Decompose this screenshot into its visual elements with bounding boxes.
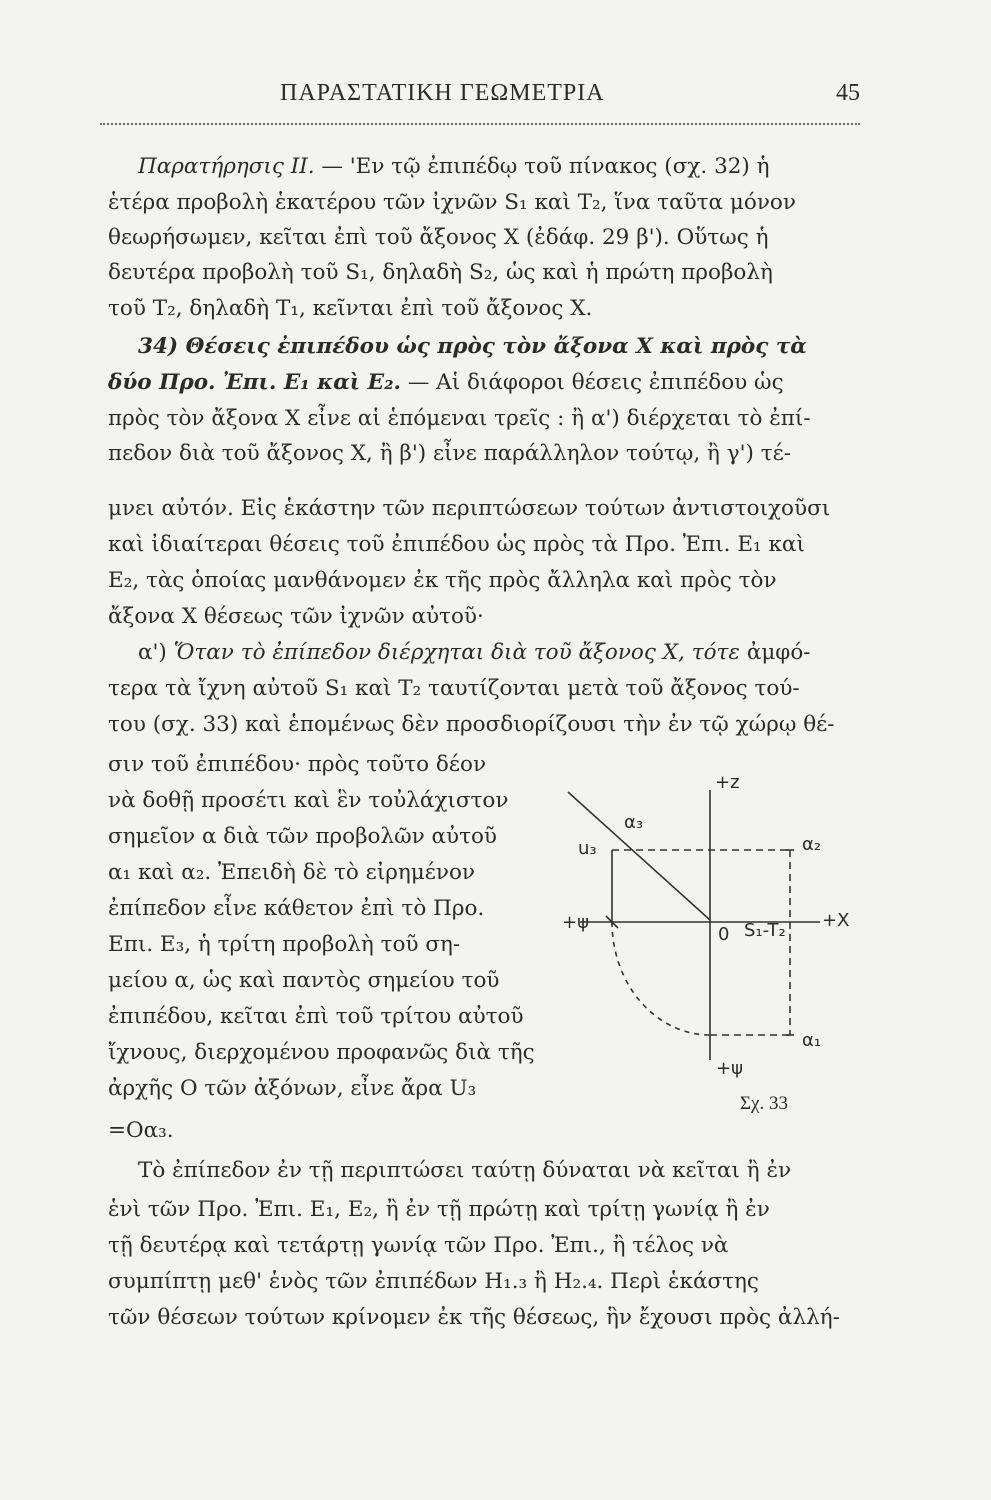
figure-33 bbox=[550, 770, 870, 1130]
label-origin: 0 bbox=[718, 924, 730, 945]
label-plus-z: +z bbox=[715, 772, 740, 793]
text-line: α₁ καὶ α₂. Ἐπειδὴ δὲ τὸ εἰρημένον bbox=[108, 860, 475, 885]
label-plus-psi-bottom: +ψ bbox=[716, 1058, 743, 1079]
text-line: μείου α, ὡς καὶ παντὸς σημείου τοῦ bbox=[108, 968, 500, 993]
text-line: τῶν θέσεων τούτων κρίνομεν ἐκ τῆς θέσεως, ἣν ἔχουσι πρὸς ἀλλή- bbox=[108, 1305, 840, 1330]
rotation-arc bbox=[612, 922, 710, 1035]
text-line: καὶ ἰδιαίτεραι θέσεις τοῦ ἐπιπέδου ὡς πρὸς τὰ Προ. Ἐπι. E₁ καὶ bbox=[108, 532, 805, 557]
header-rule bbox=[100, 123, 860, 125]
label-u3: u₃ bbox=[578, 838, 597, 859]
text-line: α') Ὅταν τὸ ἐπίπεδον διέρχηται διὰ τοῦ ἄξονος X, τότε ἀμφό- bbox=[138, 640, 811, 665]
section-heading-cont: δύο Προ. Ἐπι. E₁ καὶ E₂. bbox=[108, 370, 401, 395]
text-line: Τὸ ἐπίπεδον ἐν τῇ περιπτώσει ταύτῃ δύναται νὰ κεῖται ἢ ἐν bbox=[138, 1158, 792, 1183]
text-line: δύο Προ. Ἐπι. E₁ καὶ E₂. — Αἱ διάφοροι θέσεις ἐπιπέδου ὡς bbox=[108, 370, 784, 395]
text-line: σημεῖον α διὰ τῶν προβολῶν αὐτοῦ bbox=[108, 824, 498, 849]
text-line: ἀρχῆς O τῶν ἀξόνων, εἶνε ἄρα U₃ bbox=[108, 1076, 477, 1101]
text-line: συμπίπτῃ μεθ' ἑνὸς τῶν ἐπιπέδων H₁.₃ ἢ H₂.₄. Περὶ ἑκάστης bbox=[108, 1269, 759, 1294]
text-line: ἴχνους, διερχομένου προφανῶς διὰ τῆς bbox=[108, 1040, 535, 1065]
text-line: ἐπιπέδου, κεῖται ἐπὶ τοῦ τρίτου αὐτοῦ bbox=[108, 1004, 524, 1029]
label-plus-psi-left: +ψ bbox=[562, 912, 589, 933]
text-line: πεδον διὰ τοῦ ἄξονος X, ἢ β') εἶνε παράλληλον τούτῳ, ἢ γ') τέ- bbox=[108, 441, 792, 466]
text-line: E₂, τὰς ὁποίας μανθάνομεν ἐκ τῆς πρὸς ἄλληλα καὶ πρὸς τὸν bbox=[108, 568, 777, 593]
text-line: τῇ δευτέρᾳ καὶ τετάρτῃ γωνίᾳ τῶν Προ. Ἐπι., ἢ τέλος νὰ bbox=[108, 1233, 729, 1258]
text-line: σιν τοῦ ἐπιπέδου· πρὸς τοῦτο δέον bbox=[108, 752, 487, 777]
text-line: ἑτέρα προβολὴ ἑκατέρου τῶν ἰχνῶν S₁ καὶ T₂, ἵνα ταῦτα μόνον bbox=[108, 190, 796, 215]
label-alpha1: α₁ bbox=[802, 1030, 822, 1051]
text-line: ἑνὶ τῶν Προ. Ἐπι. E₁, E₂, ἢ ἐν τῇ πρώτῃ καὶ τρίτῃ γωνίᾳ ἢ ἐν bbox=[108, 1197, 770, 1222]
running-title: ΠΑΡΑΣΤΑΤΙΚΗ ΓΕΩΜΕΤΡΙΑ bbox=[280, 80, 605, 106]
text-line: =Oα₃. bbox=[108, 1118, 174, 1143]
text-line: πρὸς τὸν ἄξονα X εἶνε αἱ ἑπόμεναι τρεῖς : ἢ α') διέρχεται τὸ ἐπί- bbox=[108, 406, 811, 431]
text-line: ἐπίπεδον εἶνε κάθετον ἐπὶ τὸ Προ. bbox=[108, 896, 485, 921]
text-line: του (σχ. 33) καὶ ἑπομένως δὲν προσδιορίζουσι τὴν ἐν τῷ χώρῳ θέ- bbox=[108, 712, 835, 737]
page-number: 45 bbox=[836, 80, 860, 106]
text-line: θεωρήσωμεν, κεῖται ἐπὶ τοῦ ἄξονος X (ἐδάφ. 29 β'). Οὕτως ἡ bbox=[108, 225, 769, 250]
label-plus-x: +X bbox=[822, 910, 850, 931]
section-heading: 34) Θέσεις ἐπιπέδου ὡς πρὸς τὸν ἄξονα X καὶ πρὸς τὰ bbox=[138, 334, 807, 359]
page-header bbox=[100, 80, 860, 114]
text-line: μνει αὐτόν. Εἰς ἑκάστην τῶν περιπτώσεων τούτων ἀντιστοιχοῦσι bbox=[108, 496, 831, 521]
text-line: Παρατήρησις II. — 'Εν τῷ ἐπιπέδῳ τοῦ πίνακος (σχ. 32) ἡ bbox=[138, 154, 770, 179]
figure-33-drawing bbox=[550, 770, 870, 1130]
label-alpha2: α₂ bbox=[802, 834, 822, 855]
text-line: ἄξονα X θέσεως τῶν ἰχνῶν αὐτοῦ· bbox=[108, 604, 484, 629]
figure-caption: Σχ. 33 bbox=[740, 1093, 788, 1114]
remark-label: Παρατήρησις II. bbox=[138, 154, 315, 179]
label-alpha3: α₃ bbox=[624, 812, 644, 833]
text-line: δευτέρα προβολὴ τοῦ S₁, δηλαδὴ S₂, ὡς καὶ ἡ πρώτη προβολὴ bbox=[108, 260, 773, 285]
text-line: νὰ δοθῇ προσέτι καὶ ἓν τοὐλάχιστον bbox=[108, 788, 509, 813]
text-line: τερα τὰ ἴχνη αὐτοῦ S₁ καὶ T₂ ταυτίζονται μετὰ τοῦ ἄξονος τού- bbox=[108, 676, 800, 701]
text-line: τοῦ T₂, δηλαδὴ T₁, κεῖνται ἐπὶ τοῦ ἄξονος X. bbox=[108, 296, 593, 321]
text-line: Επι. E₃, ἡ τρίτη προβολὴ τοῦ ση- bbox=[108, 932, 461, 957]
label-s1-t2: S₁-T₂ bbox=[744, 920, 786, 941]
